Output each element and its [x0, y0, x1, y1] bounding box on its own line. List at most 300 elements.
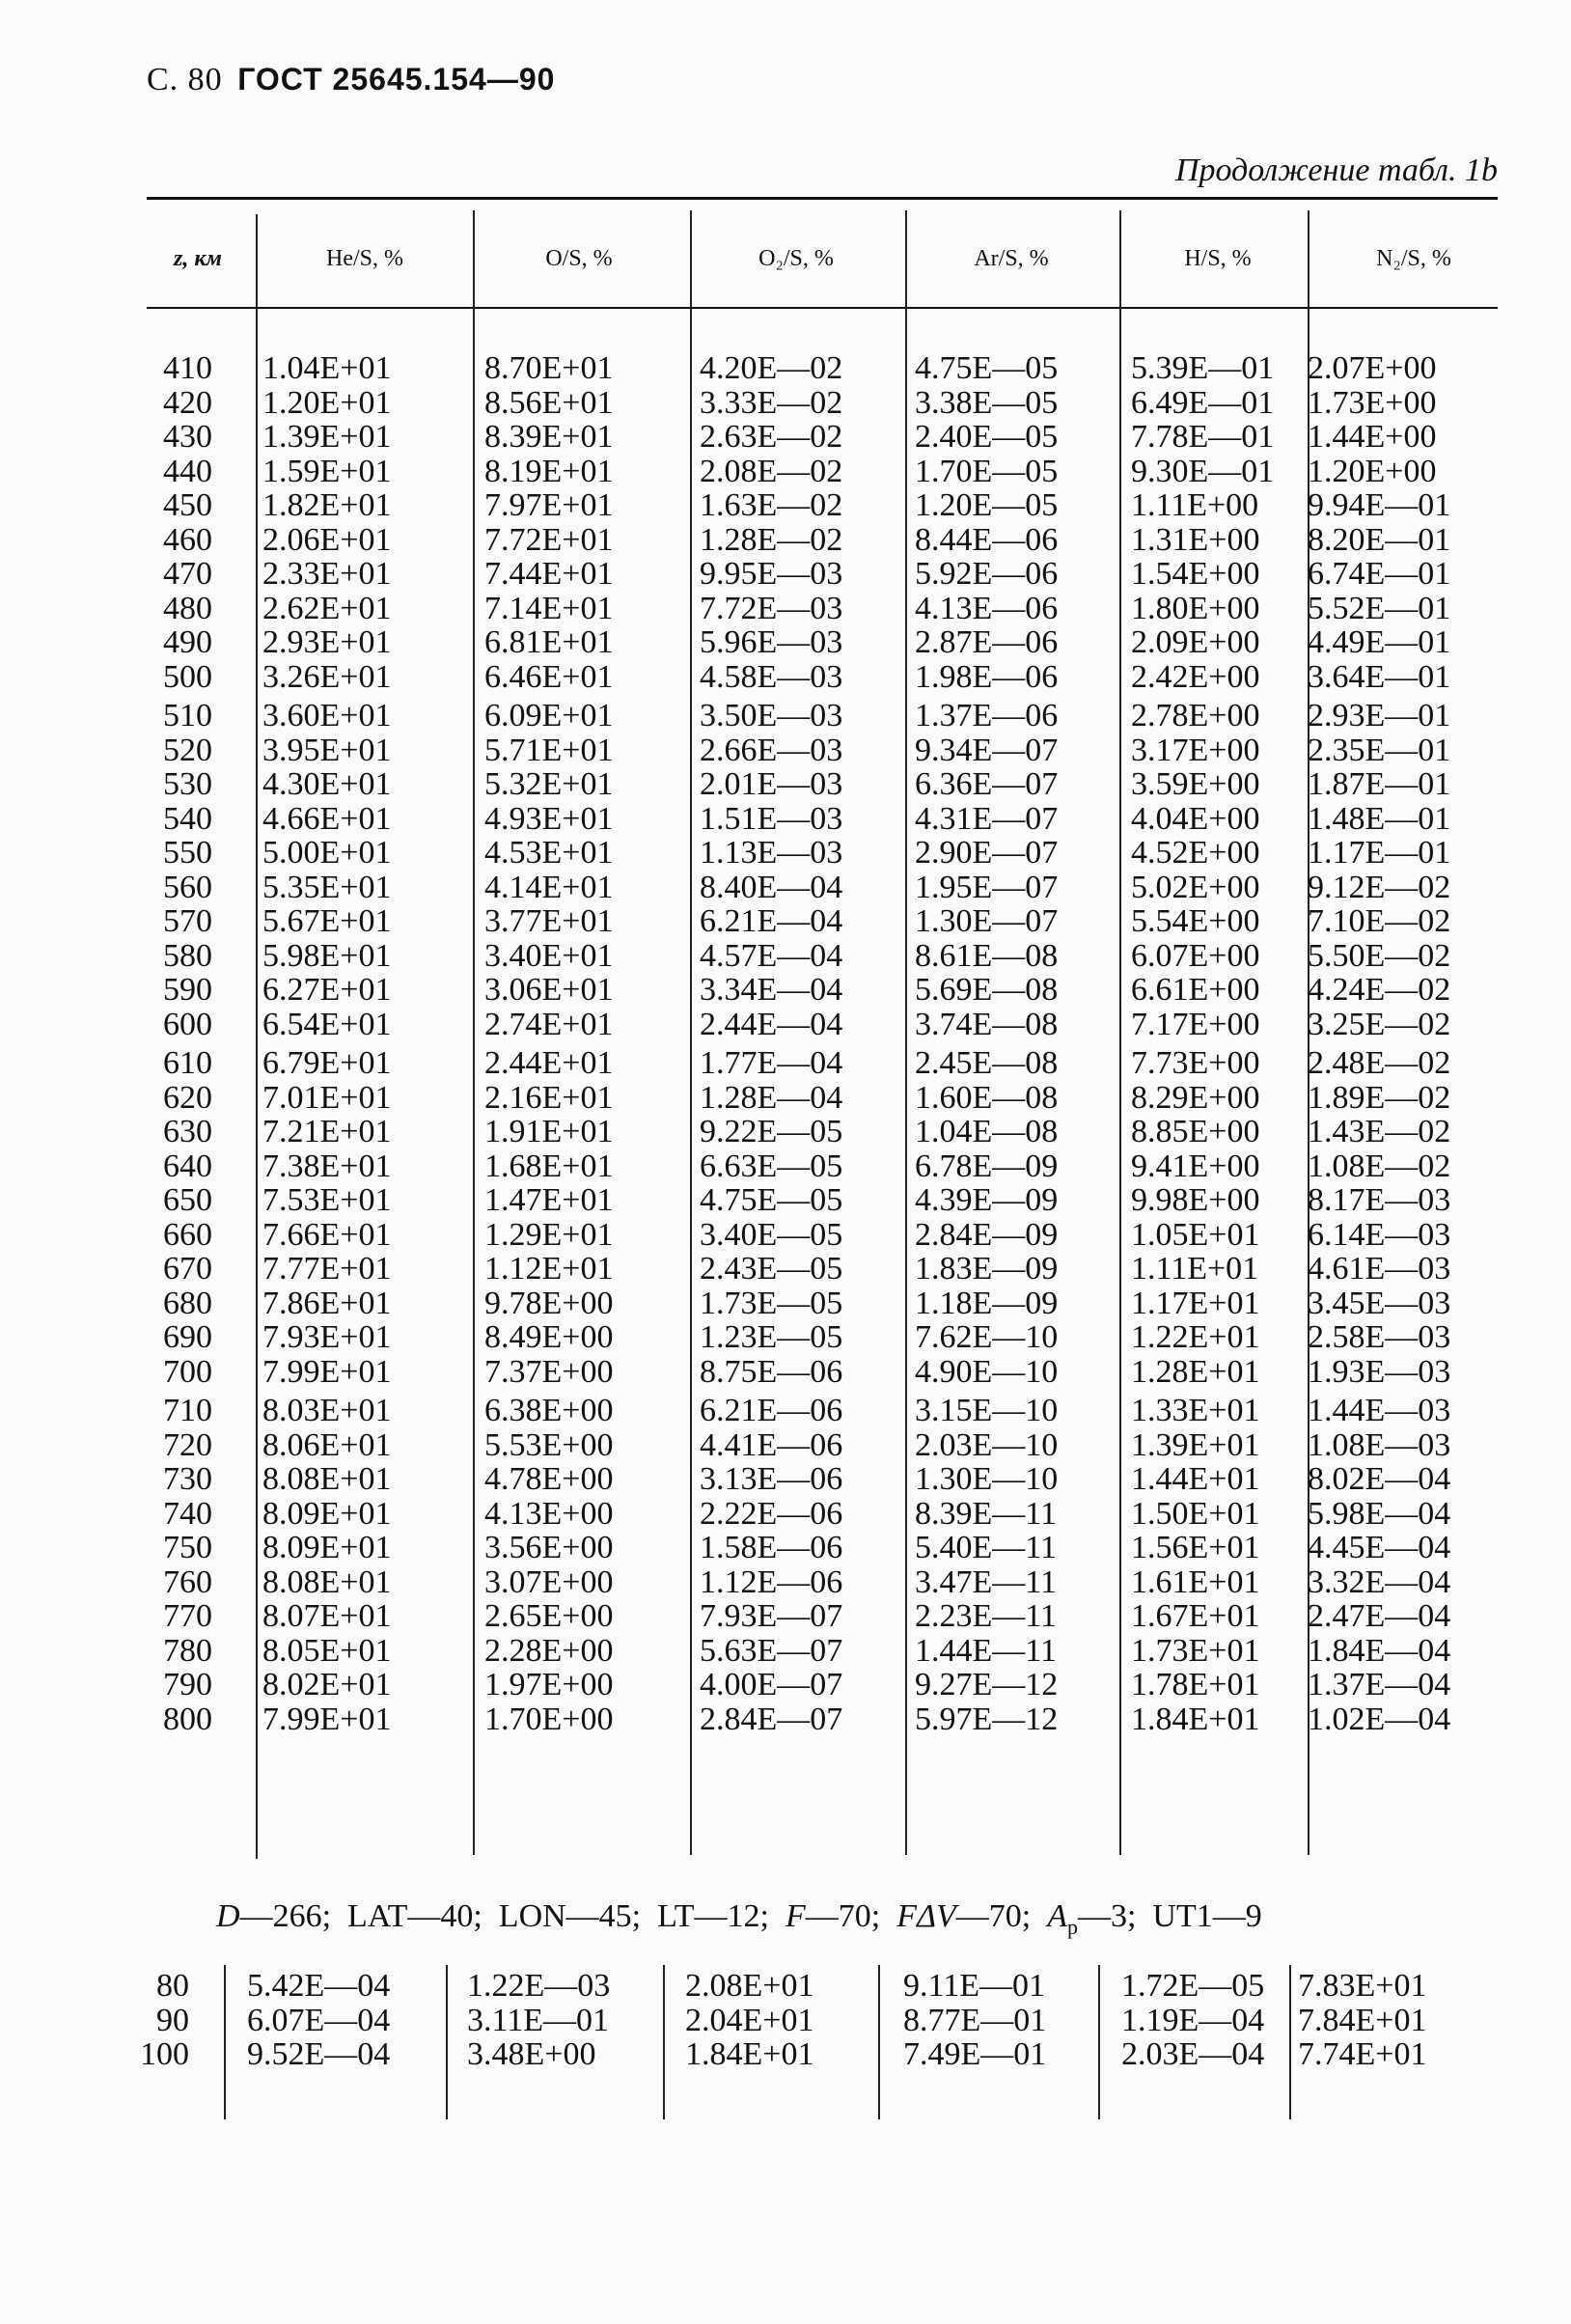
- value-cell: 4.75E—05: [915, 350, 1059, 386]
- value-cell: 1.60E—08: [915, 1079, 1059, 1116]
- value-cell: 8.70E+01: [484, 350, 614, 386]
- value-cell: 1.70E—05: [915, 453, 1059, 489]
- value-cell: 9.95E—03: [700, 556, 843, 592]
- value-cell: 3.33E—02: [700, 384, 843, 421]
- value-cell: 1.82E+01: [262, 487, 392, 523]
- column-header: O₂/S, %: [758, 246, 834, 271]
- value-cell: 2.87E—06: [915, 624, 1059, 660]
- value-cell: 5.97E—12: [915, 1701, 1059, 1737]
- value-cell: 2.45E—08: [915, 1045, 1059, 1081]
- altitude-cell: 490: [163, 624, 212, 660]
- altitude-cell: 470: [163, 556, 212, 592]
- value-cell: 7.10E—02: [1308, 903, 1451, 939]
- value-cell: 2.93E—01: [1308, 698, 1451, 733]
- value-cell: 1.17E—01: [1308, 835, 1451, 871]
- value-cell: 9.11E—01: [903, 1968, 1046, 2004]
- value-cell: 5.98E—04: [1308, 1495, 1451, 1532]
- value-cell: 6.21E—04: [700, 903, 843, 939]
- value-cell: 1.73E—05: [700, 1285, 843, 1321]
- value-cell: 3.15E—10: [915, 1393, 1059, 1428]
- value-cell: 5.63E—07: [700, 1632, 843, 1669]
- value-cell: 1.77E—04: [700, 1045, 843, 1081]
- value-cell: 3.74E—08: [915, 1006, 1059, 1042]
- value-cell: 1.18E—09: [915, 1285, 1059, 1321]
- value-cell: 2.78E+00: [1131, 698, 1260, 733]
- altitude-cell: 670: [163, 1251, 212, 1286]
- value-cell: 6.61E+00: [1131, 972, 1260, 1008]
- value-cell: 8.85E+00: [1131, 1114, 1260, 1149]
- value-cell: 4.52E+00: [1131, 835, 1260, 871]
- value-cell: 1.11E+01: [1131, 1251, 1259, 1286]
- value-cell: 6.07E—04: [247, 2002, 391, 2038]
- value-cell: 2.01E—03: [700, 766, 843, 802]
- value-cell: 4.93E+01: [484, 800, 614, 837]
- value-cell: 1.29E+01: [484, 1216, 614, 1253]
- value-cell: 1.91E+01: [484, 1114, 614, 1149]
- value-cell: 1.12E+01: [484, 1251, 614, 1286]
- value-cell: 4.00E—07: [700, 1667, 843, 1702]
- value-cell: 1.93E—03: [1308, 1353, 1451, 1390]
- value-cell: 4.66E+01: [262, 800, 392, 837]
- value-cell: 3.50E—03: [700, 698, 843, 733]
- value-cell: 5.67E+01: [262, 903, 392, 939]
- value-cell: 5.92E—06: [915, 556, 1059, 592]
- value-cell: 1.84E+01: [685, 2036, 814, 2072]
- value-cell: 2.33E+01: [262, 556, 392, 592]
- value-cell: 1.30E—10: [915, 1461, 1059, 1497]
- value-cell: 6.21E—06: [700, 1393, 843, 1428]
- altitude-cell: 570: [163, 903, 212, 939]
- value-cell: 4.61E—03: [1308, 1251, 1451, 1286]
- value-cell: 1.51E—03: [700, 800, 843, 837]
- value-cell: 1.02E—04: [1308, 1701, 1451, 1737]
- column-header: H/S, %: [1184, 246, 1252, 271]
- value-cell: 5.35E+01: [262, 869, 392, 905]
- value-cell: 8.77E—01: [903, 2002, 1047, 2038]
- value-cell: 1.08E—03: [1308, 1426, 1451, 1463]
- value-cell: 3.13E—06: [700, 1461, 843, 1497]
- value-cell: 6.46E+01: [484, 658, 614, 695]
- column-divider: [663, 1965, 665, 2119]
- value-cell: 7.66E+01: [262, 1216, 392, 1253]
- value-cell: 4.45E—04: [1308, 1530, 1451, 1565]
- value-cell: 4.58E—03: [700, 658, 843, 695]
- value-cell: 9.30E—01: [1131, 453, 1275, 489]
- value-cell: 1.73E+01: [1131, 1632, 1260, 1669]
- header-bottom-rule: [147, 307, 1498, 309]
- value-cell: 1.84E+01: [1131, 1701, 1260, 1737]
- value-cell: 1.04E+01: [262, 350, 392, 386]
- altitude-cell: 720: [163, 1426, 212, 1463]
- page-number: С. 80: [147, 62, 223, 97]
- value-cell: 1.20E+01: [262, 384, 392, 421]
- value-cell: 1.37E—04: [1308, 1667, 1451, 1702]
- value-cell: 8.08E+01: [262, 1461, 392, 1497]
- value-cell: 2.84E—07: [700, 1701, 843, 1737]
- value-cell: 8.02E+01: [262, 1667, 392, 1702]
- value-cell: 1.72E—05: [1121, 1968, 1265, 2004]
- altitude-cell: 580: [163, 937, 212, 974]
- value-cell: 1.84E—04: [1308, 1632, 1451, 1669]
- value-cell: 1.44E+00: [1308, 419, 1437, 455]
- value-cell: 4.20E—02: [700, 350, 843, 386]
- column-header: He/S, %: [326, 246, 403, 271]
- value-cell: 6.07E+00: [1131, 937, 1260, 974]
- altitude-cell: 100: [140, 2036, 189, 2072]
- value-cell: 5.54E+00: [1131, 903, 1260, 939]
- altitude-cell: 550: [163, 835, 212, 871]
- altitude-cell: 460: [163, 521, 212, 558]
- value-cell: 1.83E—09: [915, 1251, 1059, 1286]
- value-cell: 7.72E+01: [484, 521, 614, 558]
- value-cell: 3.40E+01: [484, 937, 614, 974]
- value-cell: 1.95E—07: [915, 869, 1059, 905]
- altitude-cell: 520: [163, 732, 212, 768]
- param-ap-symbol: A: [1047, 1898, 1067, 1934]
- value-cell: 8.29E+00: [1131, 1079, 1260, 1116]
- value-cell: 7.93E+01: [262, 1319, 392, 1355]
- value-cell: 1.05E+01: [1131, 1216, 1260, 1253]
- value-cell: 6.36E—07: [915, 766, 1059, 802]
- value-cell: 1.44E+01: [1131, 1461, 1260, 1497]
- value-cell: 4.75E—05: [700, 1182, 843, 1218]
- value-cell: 8.08E+01: [262, 1563, 392, 1600]
- value-cell: 2.07E+00: [1308, 350, 1437, 386]
- value-cell: 2.04E+01: [685, 2002, 814, 2038]
- value-cell: 2.90E—07: [915, 835, 1059, 871]
- column-header: O/S, %: [545, 246, 613, 271]
- value-cell: 1.22E+01: [1131, 1319, 1260, 1355]
- value-cell: 4.57E—04: [700, 937, 843, 974]
- value-cell: 7.77E+01: [262, 1251, 392, 1286]
- altitude-cell: 730: [163, 1461, 212, 1497]
- altitude-cell: 630: [163, 1114, 212, 1149]
- value-cell: 2.06E+01: [262, 521, 392, 558]
- value-cell: 2.35E—01: [1308, 732, 1451, 768]
- value-cell: 8.39E—11: [915, 1495, 1058, 1532]
- value-cell: 9.94E—01: [1308, 487, 1451, 523]
- value-cell: 9.52E—04: [247, 2036, 391, 2072]
- value-cell: 2.08E—02: [700, 453, 843, 489]
- value-cell: 8.03E+01: [262, 1393, 392, 1428]
- value-cell: 1.33E+01: [1131, 1393, 1260, 1428]
- value-cell: 5.53E+00: [484, 1426, 614, 1463]
- value-cell: 6.79E+01: [262, 1045, 392, 1081]
- value-cell: 7.17E+00: [1131, 1006, 1260, 1042]
- param-ap-value: —3;: [1077, 1898, 1137, 1934]
- value-cell: 9.98E+00: [1131, 1182, 1260, 1218]
- altitude-cell: 430: [163, 419, 212, 455]
- value-cell: 8.40E—04: [700, 869, 843, 905]
- value-cell: 7.14E+01: [484, 590, 614, 626]
- altitude-cell: 750: [163, 1530, 212, 1565]
- standard-code: ГОСТ 25645.154—90: [237, 62, 556, 97]
- value-cell: 3.26E+01: [262, 658, 392, 695]
- value-cell: 1.73E+00: [1308, 384, 1437, 421]
- altitude-cell: 440: [163, 453, 212, 489]
- value-cell: 4.39E—09: [915, 1182, 1059, 1218]
- value-cell: 3.32E—04: [1308, 1563, 1451, 1600]
- altitude-cell: 640: [163, 1148, 212, 1184]
- value-cell: 8.17E—03: [1308, 1182, 1451, 1218]
- value-cell: 2.43E—05: [700, 1251, 843, 1286]
- value-cell: 1.59E+01: [262, 453, 392, 489]
- value-cell: 7.93E—07: [700, 1598, 843, 1634]
- value-cell: 2.84E—09: [915, 1216, 1059, 1253]
- param-f-symbol: F: [786, 1898, 806, 1934]
- altitude-cell: 770: [163, 1598, 212, 1634]
- value-cell: 1.44E—03: [1308, 1393, 1451, 1428]
- altitude-cell: 690: [163, 1319, 212, 1355]
- value-cell: 1.67E+01: [1131, 1598, 1260, 1634]
- value-cell: 3.48E+00: [467, 2036, 596, 2072]
- value-cell: 9.12E—02: [1308, 869, 1451, 905]
- value-cell: 4.13E+00: [484, 1495, 614, 1532]
- altitude-cell: 590: [163, 972, 212, 1008]
- value-cell: 4.49E—01: [1308, 624, 1451, 660]
- value-cell: 1.39E+01: [262, 419, 392, 455]
- value-cell: 7.97E+01: [484, 487, 614, 523]
- column-divider: [1289, 1965, 1291, 2119]
- value-cell: 7.37E+00: [484, 1353, 614, 1390]
- value-cell: 2.74E+01: [484, 1006, 614, 1042]
- value-cell: 5.32E+01: [484, 766, 614, 802]
- value-cell: 3.59E+00: [1131, 766, 1260, 802]
- value-cell: 2.03E—10: [915, 1426, 1059, 1463]
- value-cell: 4.78E+00: [484, 1461, 614, 1497]
- value-cell: 3.07E+00: [484, 1563, 614, 1600]
- value-cell: 5.02E+00: [1131, 869, 1260, 905]
- column-divider: [1098, 1965, 1100, 2119]
- value-cell: 8.49E+00: [484, 1319, 614, 1355]
- value-cell: 2.65E+00: [484, 1598, 614, 1634]
- value-cell: 1.63E—02: [700, 487, 843, 523]
- value-cell: 3.95E+01: [262, 732, 392, 768]
- value-cell: 4.24E—02: [1308, 972, 1451, 1008]
- value-cell: 9.27E—12: [915, 1667, 1059, 1702]
- altitude-cell: 500: [163, 658, 212, 695]
- value-cell: 5.00E+01: [262, 835, 392, 871]
- column-header: z, км: [174, 246, 222, 271]
- value-cell: 9.78E+00: [484, 1285, 614, 1321]
- value-cell: 3.17E+00: [1131, 732, 1260, 768]
- value-cell: 7.99E+01: [262, 1701, 392, 1737]
- value-cell: 2.48E—02: [1308, 1045, 1451, 1081]
- column-header: N₂/S, %: [1376, 246, 1451, 271]
- value-cell: 1.70E+00: [484, 1701, 614, 1737]
- value-cell: 8.56E+01: [484, 384, 614, 421]
- param-ut: UT1—9: [1152, 1898, 1262, 1934]
- value-cell: 1.56E+01: [1131, 1530, 1260, 1565]
- value-cell: 5.96E—03: [700, 624, 843, 660]
- column-divider: [905, 210, 907, 1855]
- value-cell: 2.93E+01: [262, 624, 392, 660]
- value-cell: 3.60E+01: [262, 698, 392, 733]
- value-cell: 1.13E—03: [700, 835, 843, 871]
- value-cell: 1.28E—04: [700, 1079, 843, 1116]
- value-cell: 3.34E—04: [700, 972, 843, 1008]
- value-cell: 7.53E+01: [262, 1182, 392, 1218]
- parameters-line: [216, 1895, 1262, 1938]
- value-cell: 6.49E—01: [1131, 384, 1275, 421]
- value-cell: 3.47E—11: [915, 1563, 1058, 1600]
- altitude-cell: 420: [163, 384, 212, 421]
- value-cell: 2.03E—04: [1121, 2036, 1265, 2072]
- value-cell: 3.11E—01: [467, 2002, 610, 2038]
- value-cell: 5.69E—08: [915, 972, 1059, 1008]
- value-cell: 6.54E+01: [262, 1006, 392, 1042]
- value-cell: 6.74E—01: [1308, 556, 1451, 592]
- value-cell: 1.78E+01: [1131, 1667, 1260, 1702]
- value-cell: 8.20E—01: [1308, 521, 1451, 558]
- value-cell: 9.22E—05: [700, 1114, 843, 1149]
- altitude-cell: 680: [163, 1285, 212, 1321]
- altitude-cell: 600: [163, 1006, 212, 1042]
- column-divider: [473, 210, 475, 1855]
- column-divider: [446, 1965, 448, 2119]
- value-cell: 1.61E+01: [1131, 1563, 1260, 1600]
- value-cell: 4.04E+00: [1131, 800, 1260, 837]
- altitude-cell: 710: [163, 1393, 212, 1428]
- value-cell: 6.81E+01: [484, 624, 614, 660]
- value-cell: 4.14E+01: [484, 869, 614, 905]
- value-cell: 8.75E—06: [700, 1353, 843, 1390]
- value-cell: 3.56E+00: [484, 1530, 614, 1565]
- param-lat: LAT—40;: [347, 1898, 482, 1934]
- value-cell: 7.83E+01: [1298, 1968, 1427, 2004]
- altitude-cell: 410: [163, 350, 212, 386]
- value-cell: 3.40E—05: [700, 1216, 843, 1253]
- value-cell: 2.40E—05: [915, 419, 1059, 455]
- value-cell: 4.53E+01: [484, 835, 614, 871]
- value-cell: 9.34E—07: [915, 732, 1059, 768]
- value-cell: 1.28E—02: [700, 521, 843, 558]
- value-cell: 4.90E—10: [915, 1353, 1059, 1390]
- value-cell: 2.08E+01: [685, 1968, 814, 2004]
- altitude-cell: 740: [163, 1495, 212, 1532]
- value-cell: 7.86E+01: [262, 1285, 392, 1321]
- value-cell: 1.48E—01: [1308, 800, 1451, 837]
- value-cell: 9.41E+00: [1131, 1148, 1260, 1184]
- altitude-cell: 510: [163, 698, 212, 733]
- value-cell: 4.30E+01: [262, 766, 392, 802]
- altitude-cell: 620: [163, 1079, 212, 1116]
- value-cell: 1.54E+00: [1131, 556, 1260, 592]
- value-cell: 4.41E—06: [700, 1426, 843, 1463]
- param-fdv-value: —70;: [955, 1898, 1032, 1934]
- value-cell: 4.13E—06: [915, 590, 1059, 626]
- table-top-rule: [147, 197, 1498, 200]
- altitude-cell: 780: [163, 1632, 212, 1669]
- value-cell: 7.84E+01: [1298, 2002, 1427, 2038]
- value-cell: 2.16E+01: [484, 1079, 614, 1116]
- value-cell: 1.20E—05: [915, 487, 1059, 523]
- value-cell: 8.44E—06: [915, 521, 1059, 558]
- value-cell: 2.58E—03: [1308, 1319, 1451, 1355]
- value-cell: 5.42E—04: [247, 1968, 391, 2004]
- value-cell: 2.22E—06: [700, 1495, 843, 1532]
- value-cell: 7.38E+01: [262, 1148, 392, 1184]
- value-cell: 1.80E+00: [1131, 590, 1260, 626]
- value-cell: 8.05E+01: [262, 1632, 392, 1669]
- value-cell: 4.31E—07: [915, 800, 1059, 837]
- value-cell: 1.58E—06: [700, 1530, 843, 1565]
- value-cell: 2.23E—11: [915, 1598, 1058, 1634]
- value-cell: 7.21E+01: [262, 1114, 392, 1149]
- value-cell: 1.37E—06: [915, 698, 1059, 733]
- value-cell: 1.12E—06: [700, 1563, 843, 1600]
- value-cell: 3.06E+01: [484, 972, 614, 1008]
- value-cell: 2.28E+00: [484, 1632, 614, 1669]
- column-divider: [224, 1965, 226, 2119]
- param-d-value: —266;: [239, 1898, 332, 1934]
- value-cell: 1.43E—02: [1308, 1114, 1451, 1149]
- value-cell: 5.98E+01: [262, 937, 392, 974]
- altitude-cell: 80: [156, 1968, 189, 2004]
- column-header: Ar/S, %: [974, 246, 1049, 271]
- param-lon: LON—45;: [498, 1898, 642, 1934]
- value-cell: 5.50E—02: [1308, 937, 1451, 974]
- value-cell: 7.72E—03: [700, 590, 843, 626]
- value-cell: 1.68E+01: [484, 1148, 614, 1184]
- value-cell: 1.22E—03: [467, 1968, 611, 2004]
- value-cell: 1.87E—01: [1308, 766, 1451, 802]
- value-cell: 5.71E+01: [484, 732, 614, 768]
- value-cell: 1.23E—05: [700, 1319, 843, 1355]
- value-cell: 2.09E+00: [1131, 624, 1260, 660]
- altitude-cell: 790: [163, 1667, 212, 1702]
- value-cell: 1.89E—02: [1308, 1079, 1451, 1116]
- page-header: [147, 62, 555, 98]
- value-cell: 1.11E+00: [1131, 487, 1259, 523]
- value-cell: 1.31E+00: [1131, 521, 1260, 558]
- value-cell: 7.01E+01: [262, 1079, 392, 1116]
- value-cell: 1.39E+01: [1131, 1426, 1260, 1463]
- value-cell: 1.08E—02: [1308, 1148, 1451, 1184]
- value-cell: 3.38E—05: [915, 384, 1059, 421]
- value-cell: 7.78E—01: [1131, 419, 1275, 455]
- value-cell: 5.39E—01: [1131, 350, 1275, 386]
- value-cell: 6.38E+00: [484, 1393, 614, 1428]
- value-cell: 1.20E+00: [1308, 453, 1437, 489]
- value-cell: 1.44E—11: [915, 1632, 1058, 1669]
- value-cell: 3.77E+01: [484, 903, 614, 939]
- altitude-cell: 800: [163, 1701, 212, 1737]
- value-cell: 8.61E—08: [915, 937, 1059, 974]
- column-divider: [1119, 210, 1121, 1855]
- value-cell: 7.49E—01: [903, 2036, 1047, 2072]
- value-cell: 7.62E—10: [915, 1319, 1059, 1355]
- value-cell: 8.39E+01: [484, 419, 614, 455]
- value-cell: 3.25E—02: [1308, 1006, 1451, 1042]
- value-cell: 2.63E—02: [700, 419, 843, 455]
- value-cell: 3.45E—03: [1308, 1285, 1451, 1321]
- value-cell: 6.14E—03: [1308, 1216, 1451, 1253]
- value-cell: 5.52E—01: [1308, 590, 1451, 626]
- value-cell: 2.47E—04: [1308, 1598, 1451, 1634]
- value-cell: 1.98E—06: [915, 658, 1059, 695]
- value-cell: 1.50E+01: [1131, 1495, 1260, 1532]
- value-cell: 1.30E—07: [915, 903, 1059, 939]
- value-cell: 2.44E—04: [700, 1006, 843, 1042]
- altitude-cell: 450: [163, 487, 212, 523]
- altitude-cell: 650: [163, 1182, 212, 1218]
- value-cell: 5.40E—11: [915, 1530, 1058, 1565]
- value-cell: 7.74E+01: [1298, 2036, 1427, 2072]
- value-cell: 2.62E+01: [262, 590, 392, 626]
- param-lt: LT—12;: [657, 1898, 769, 1934]
- value-cell: 2.44E+01: [484, 1045, 614, 1081]
